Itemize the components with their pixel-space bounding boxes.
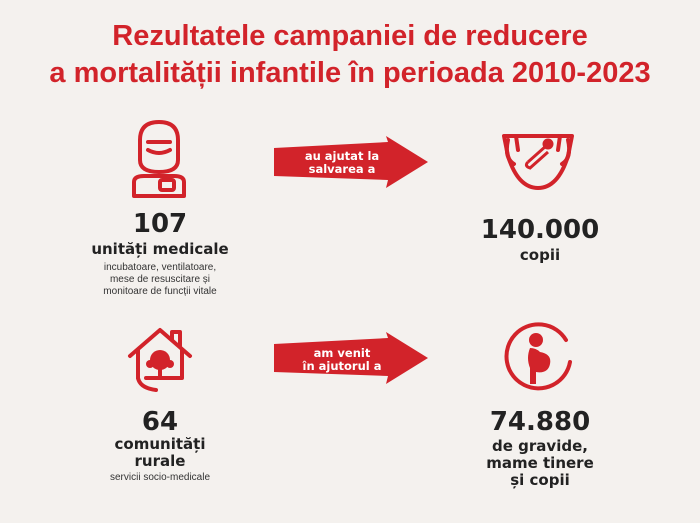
arrow-text-1 <box>282 150 402 176</box>
label-line: comunități <box>114 435 206 453</box>
detail-line: monitoare de funcții vitale <box>103 286 217 297</box>
title-line-2: a mortalității infantile în perioada 2010-2023 <box>49 57 651 89</box>
arrow-line: în ajutorul a <box>302 359 382 373</box>
children-saved-label: copii <box>519 246 561 264</box>
label-line: mame tinere <box>486 454 594 472</box>
detail-line: incubatoare, ventilatoare, <box>103 262 217 273</box>
medical-units-details <box>85 262 235 298</box>
nurse-icon <box>128 116 190 200</box>
beneficiaries-label <box>455 438 625 489</box>
rural-communities-label <box>90 436 230 470</box>
rural-communities-details: servicii socio-medicale <box>109 472 211 483</box>
children-saved-count: 140.000 <box>480 215 600 245</box>
arrow-line: au ajutat la <box>304 149 380 163</box>
label-line: și copii <box>510 471 570 489</box>
beneficiaries-count: 74.880 <box>489 407 591 437</box>
rural-communities-count: 64 <box>141 407 179 437</box>
arrow-line: am venit <box>313 346 371 360</box>
title-line-1: Rezultatele campaniei de reducere <box>112 20 588 52</box>
medical-units-count: 107 <box>132 209 188 239</box>
label-line: rurale <box>134 452 186 470</box>
arrow-line: salvarea a <box>308 162 376 176</box>
diaper-icon <box>498 128 578 192</box>
arrow-text-2 <box>282 347 402 373</box>
house-tree-icon <box>126 324 194 394</box>
medical-units-label: unități medicale <box>91 240 229 258</box>
label-line: de gravide, <box>492 437 588 455</box>
page-title <box>0 18 700 92</box>
detail-line: mese de resuscitare și <box>109 274 211 285</box>
pregnant-woman-icon <box>500 318 578 396</box>
